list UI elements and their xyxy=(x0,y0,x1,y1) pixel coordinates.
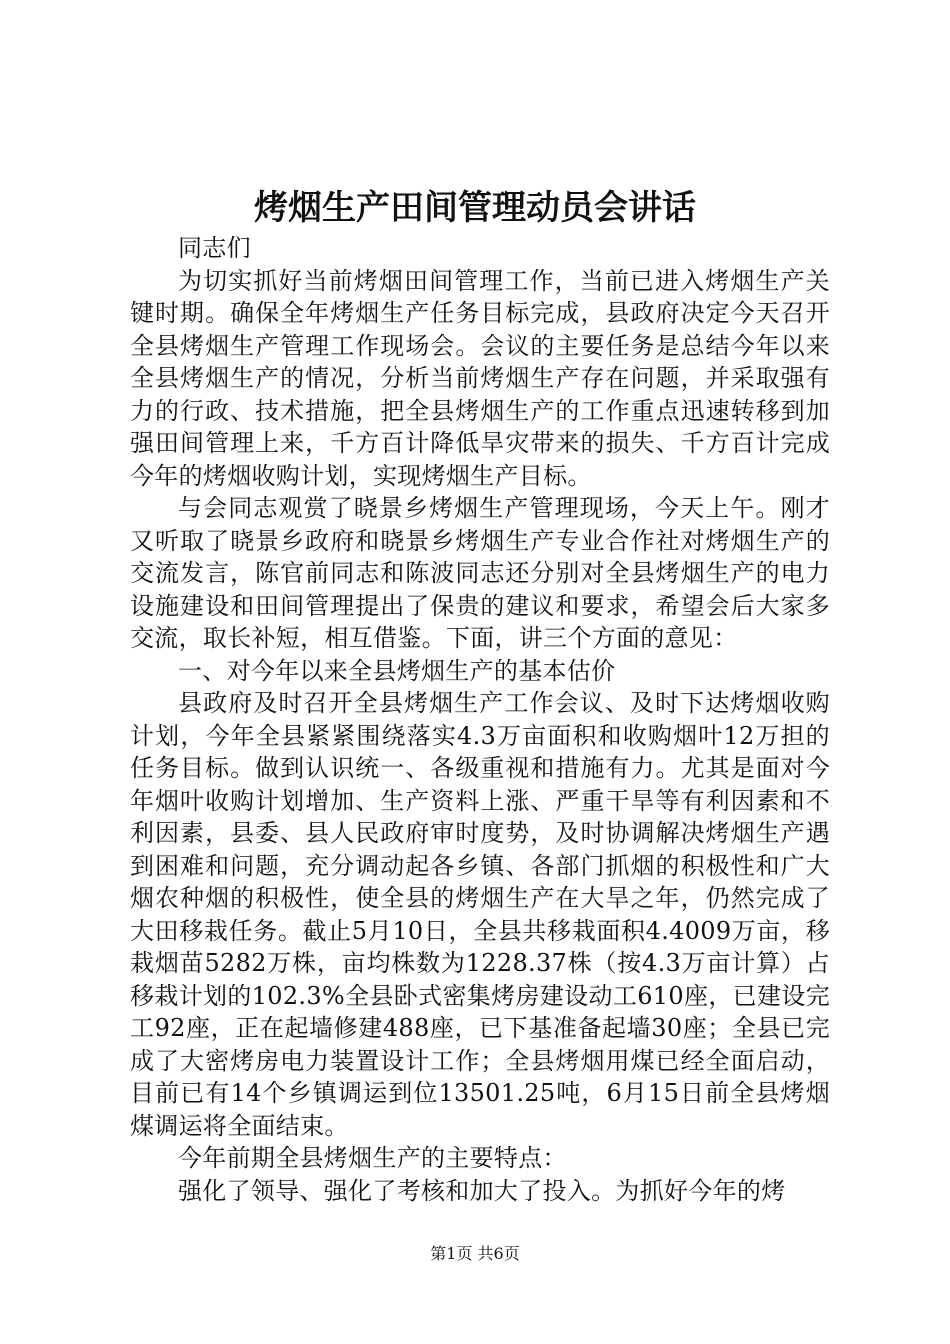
salutation: 同志们 xyxy=(178,234,251,262)
document-body xyxy=(130,232,830,1207)
paragraph-features-heading: 今年前期全县烤烟生产的主要特点： xyxy=(178,1144,567,1172)
paragraph-progress: 县政府及时召开全县烤烟生产工作会议、及时下达烤烟收购计划，今年全县紧紧围绕落实4.3万亩面积和收购烟叶12万担的任务目标。做到认识统一、各级重视和措施有力。尤其是面对今年烟叶收购计划增加、生产资料上涨、严重干旱等有利因素和不利因素，县委、县人民政府审时度势，及时协调解决烤烟生产遇到困难和问题，充分调动起各乡镇、各部门抓烟的积极性和广大烟农种烟的积极性，使全县的烤烟生产在大旱之年，仍然完成了大田移栽任务。截止5月10日，全县共移栽面积4.4009万亩，移栽烟苗5282万株，亩均株数为1228.37株（按4.3万亩计算）占移栽计划的102.3%全县卧式密集烤房建设动工610座，已建设完工92座，正在起墙修建488座，已下基准备起墙30座；全县已完成了大密烤房电力装置设计工作；全县烤烟用煤已经全面启动，目前已有14个乡镇调运到位13501.25吨，6月15日前全县烤烟煤调运将全面结束。 xyxy=(130,689,830,1140)
paragraph-intro: 为切实抓好当前烤烟田间管理工作，当前已进入烤烟生产关键时期。确保全年烤烟生产任务目标完成，县政府决定今天召开全县烤烟生产管理工作现场会。会议的主要任务是总结今年以来全县烤烟生产的情况，分析当前烤烟生产存在问题，并采取强有力的行政、技术措施，把全县烤烟生产的工作重点迅速转移到加强田间管理上来，千方百计降低旱灾带来的损失、千方百计完成今年的烤烟收购计划，实现烤烟生产目标。 xyxy=(130,266,830,490)
page-footer: 第1页 共6页 xyxy=(430,1244,520,1263)
paragraph-features: 强化了领导、强化了考核和加大了投入。为抓好今年的烤 xyxy=(178,1176,786,1205)
paragraph-meeting: 与会同志观赏了晓景乡烤烟生产管理现场，今天上午。刚才又听取了晓景乡政府和晓景乡烤烟生产专业合作社对烤烟生产的交流发言，陈官前同志和陈波同志还分别对全县烤烟生产的电力设施建设和田间管理提出了保贵的建议和要求，希望会后大家多交流，取长补短，相互借鉴。下面，讲三个方面的意见： xyxy=(130,494,830,652)
document-title: 烤烟生产田间管理动员会讲话 xyxy=(254,188,696,228)
section-heading-1: 一、对今年以来全县烤烟生产的基本估价 xyxy=(178,656,616,685)
